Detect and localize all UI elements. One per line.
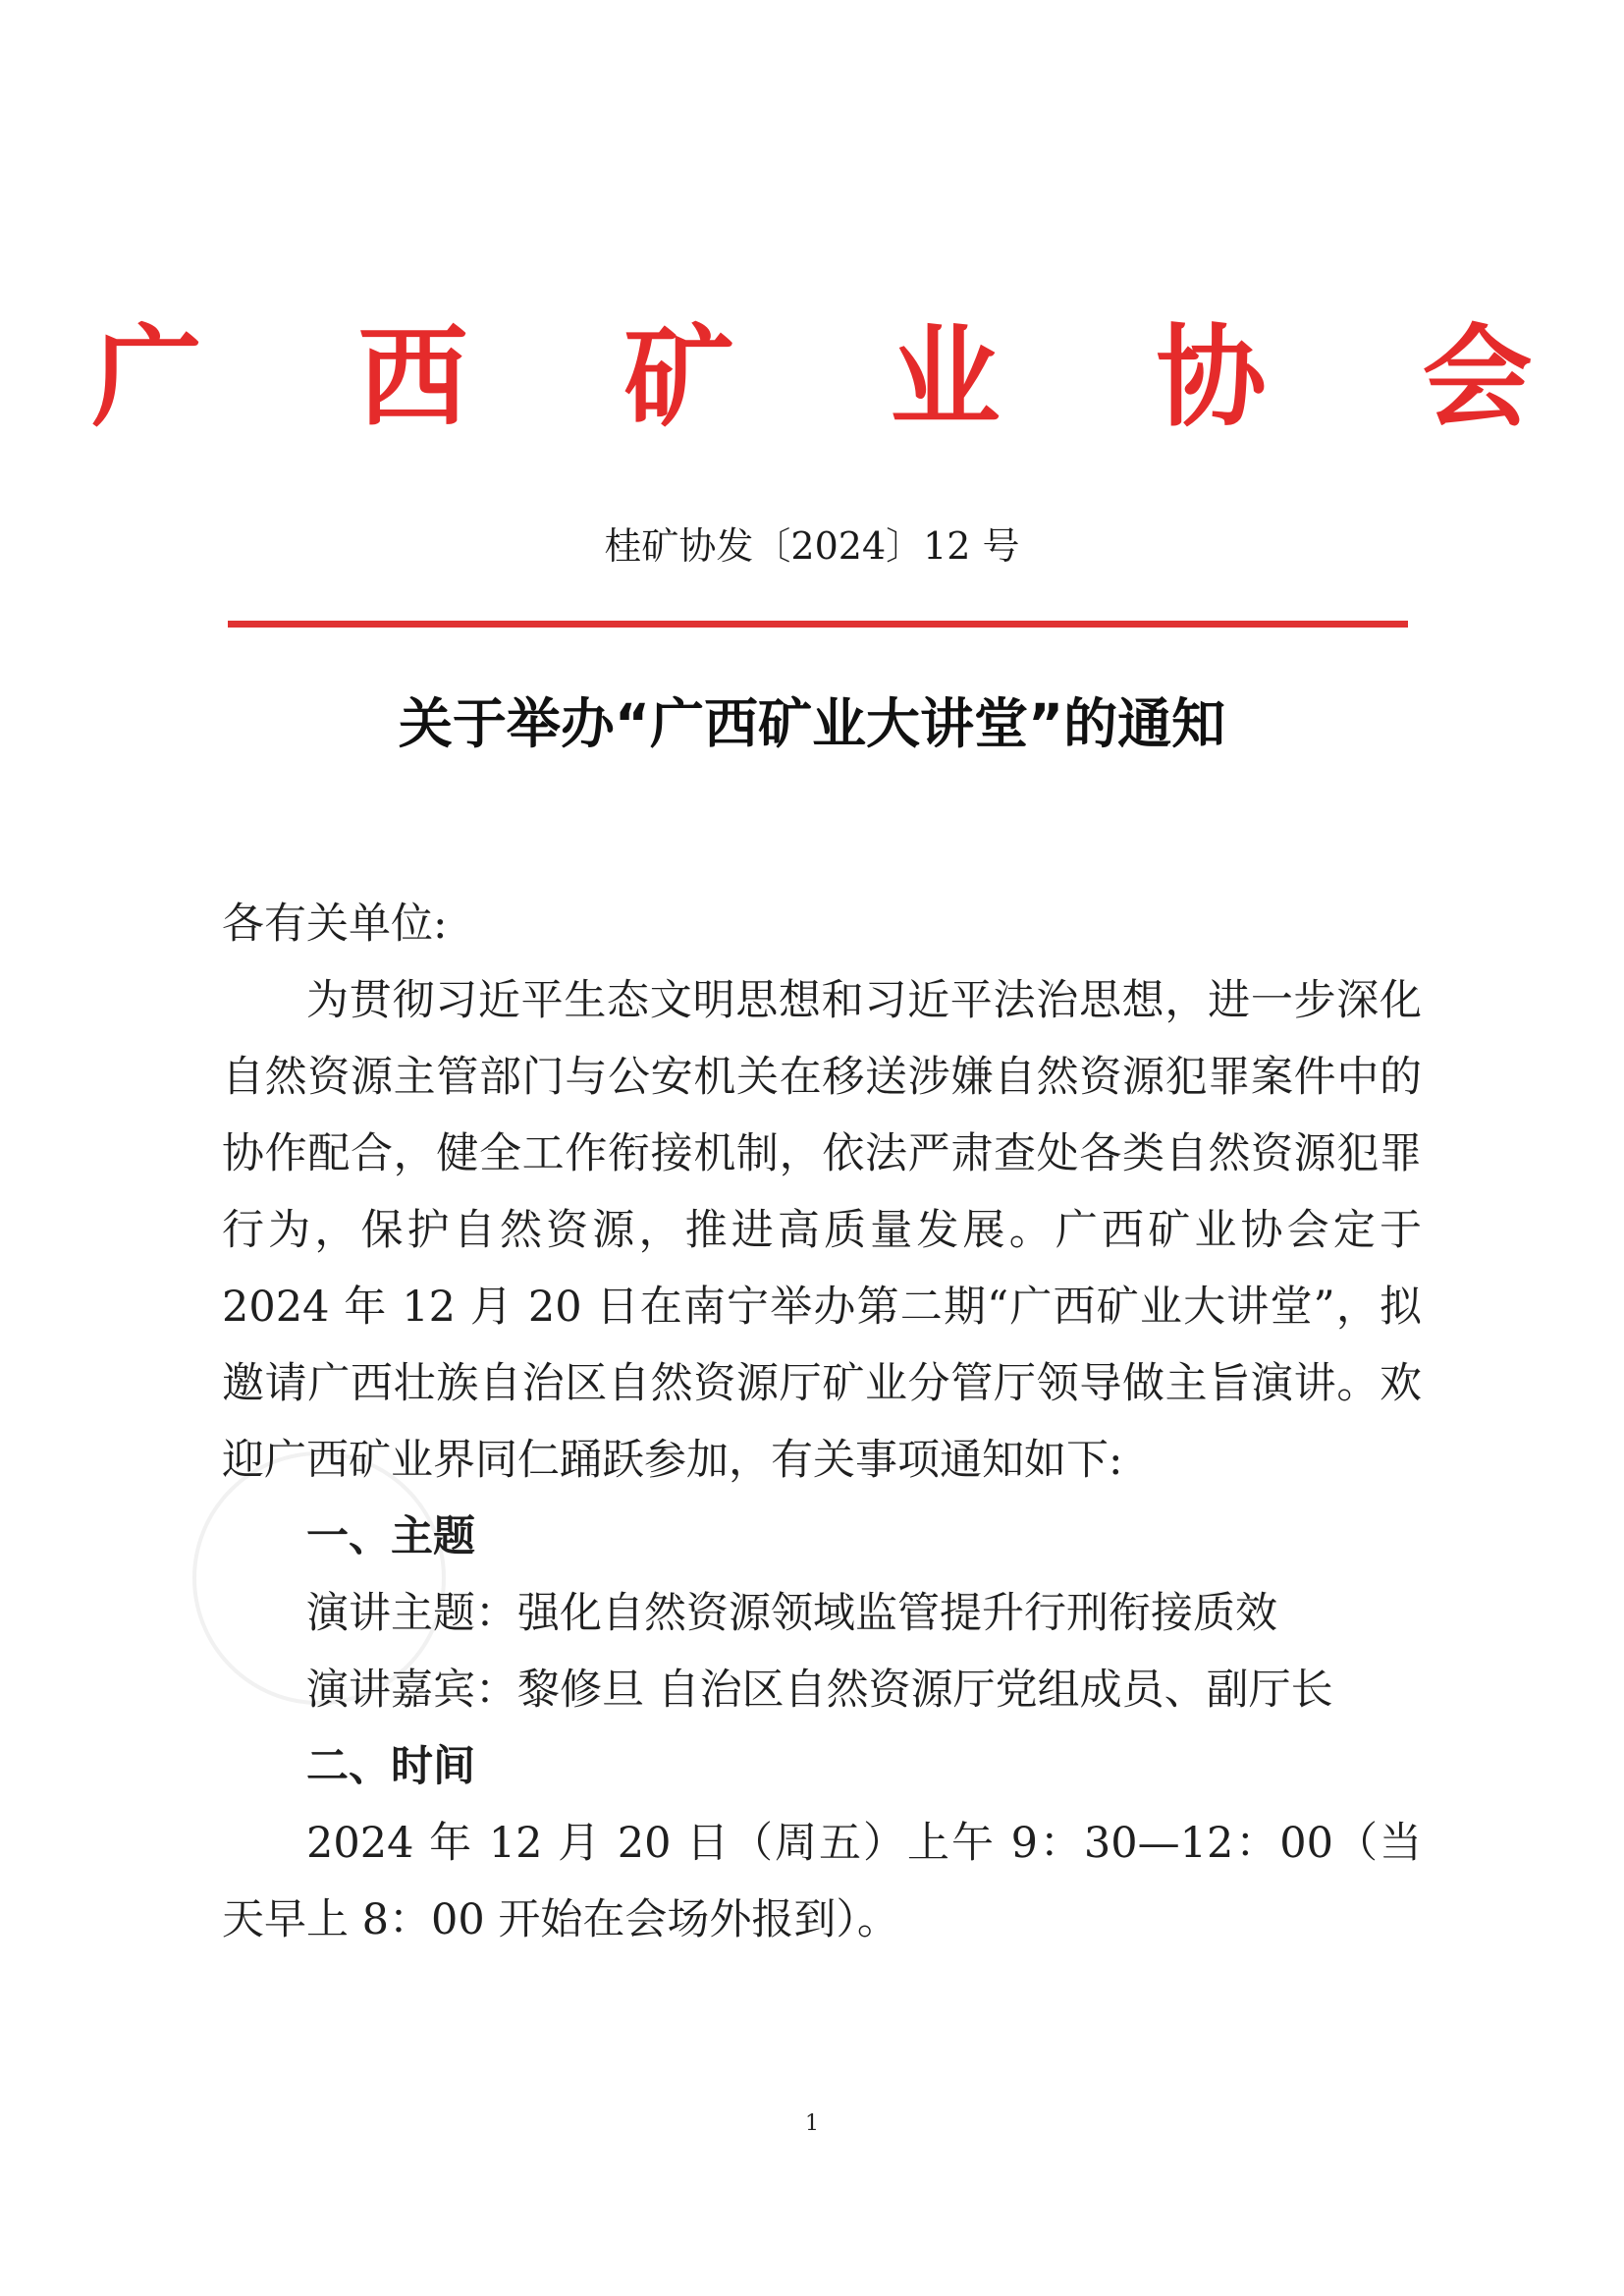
salutation: 各有关单位: [222, 900, 448, 949]
red-divider-line [228, 621, 1408, 628]
section-heading-topic: 一、主题 [306, 1512, 475, 1561]
organization-letterhead: 广 西 矿 业 协 会 [91, 313, 1592, 442]
intro-paragraph: 为贯彻习近平生态文明思想和习近平法治思想，进一步深化自然资源主管部门与公安机关在移送涉嫌自然资源犯罪案件中的协作配合，健全工作衔接机制，依法严肃查处各类自然资源犯罪行为，保护自然资源，推进高质量发展。广西矿业协会定于 2024 年 12 月 20 日在南宁举办第二期“广西矿业大讲堂”，拟邀请广西壮族自治区自然资源厅矿业分管厅领导做主旨演讲。欢迎广西矿业界同仁踊跃参加，有关事项通知如下: [222, 976, 1422, 1485]
notice-body [222, 886, 1422, 1958]
page-number: 1 [805, 2111, 819, 2136]
speech-topic-line: 演讲主题：强化自然资源领域监管提升行刑衔接质效 [306, 1589, 1277, 1638]
speech-speaker-line: 演讲嘉宾：黎修旦 自治区自然资源厅党组成员、副厅长 [306, 1666, 1333, 1715]
notice-title: 关于举办“广西矿业大讲堂”的通知 [398, 692, 1226, 755]
section-heading-time: 二、时间 [306, 1742, 475, 1791]
document-number: 桂矿协发〔2024〕12 号 [604, 524, 1020, 568]
time-paragraph: 2024 年 12 月 20 日（周五）上午 9：30—12：00（当天早上 8：00 开始在会场外报到）。 [222, 1819, 1422, 1944]
